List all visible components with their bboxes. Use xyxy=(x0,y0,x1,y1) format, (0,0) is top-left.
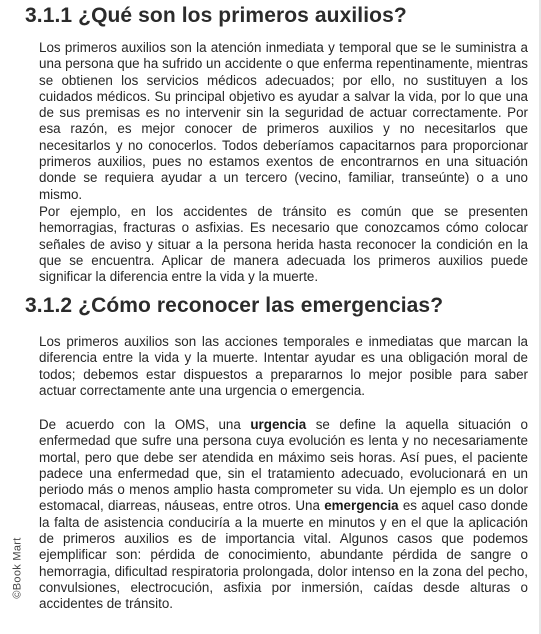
copyright-credit xyxy=(8,528,28,608)
paragraph-text-part-a: De acuerdo con la OMS, una xyxy=(39,417,251,432)
section-heading-que-son: 3.1.1 ¿Qué son los primeros auxilios? xyxy=(25,4,407,27)
term-emergencia: emergencia xyxy=(324,498,399,514)
paragraph-ejemplo-transito: Por ejemplo, en los accidentes de tránsito es común que se presenten hemorragias, fracturas o asfixias. Es necesario que conozcamos cómo colocar señales de aviso y situar a la persona herida hasta reconocer la condición en la que se encuentra. Aplicar de manera adecuada los primeros auxilios puede significar la diferencia entre la vida y la muerte. xyxy=(39,204,528,285)
paragraph-definicion: Los primeros auxilios son la atención inmediata y temporal que se le suministra a una persona que ha sufrido un accidente o que enferma repentinamente, mientras se obtienen los servicios médicos adecuados; por ello, no sustituyen a los cuidados médicos. Su principal objetivo es ayudar a salvar la vida, por lo que una de sus premisas es no intervenir sin la seguridad de actuar correctamente. Por esa razón, es mejor conocer de primeros auxilios y no necesitarlos que necesitarlos y no conocerlos. Todos deberíamos capacitarnos para proporcionar primeros auxilios, pues no estamos exentos de encontrarnos en una situación donde se requiera ayudar a un tercero (vecino, familiar, transeúnte) o a uno mismo. xyxy=(39,40,528,202)
paragraph-text-part-c: es aquel caso donde la falta de asistencia conduciría a la muerte en minutos y en el que la aplicación de primeros auxilios es de importancia vital. Algunos casos que podemos ejemplificar son: pérdida de conocimiento, abundante pérdida de sangre o hemorragia, dificultad respiratoria prolongada, dolor intenso en la zona del pecho, convulsiones, electrocución, asfixia por inmersión, caídas desde alturas o accidentes de tránsito. xyxy=(39,498,528,612)
section-heading-reconocer-emergencias: 3.1.2 ¿Cómo reconocer las emergencias? xyxy=(25,294,444,317)
paragraph-acciones-temporales: Los primeros auxilios son las acciones temporales e inmediatas que marcan la diferencia entre la vida y la muerte. Intentar ayudar es una obligación moral de todos; debemos estar dispuestos a prepararnos lo mejor posible para saber actuar correctamente ante una urgencia o emergencia. xyxy=(39,334,528,398)
term-urgencia: urgencia xyxy=(250,417,307,432)
paragraph-text-part-b: se define la aquella situación o enfermedad que sufre una persona cuya evolución es lenta y no necesariamente mortal, pero que debe ser atendida en máximo seis horas. Así pues, el paciente padece una enfermedad que, sin el tratamiento adecuado, evolucionará en un periodo más o menos amplio hasta comprometer su vida. Un ejemplo es un dolor estomacal, diarreas, náuseas, entre otros. Una xyxy=(39,417,529,514)
copyright-credit-text: ©Book Mart xyxy=(12,537,25,599)
paragraph-urgencia-emergencia xyxy=(39,417,528,613)
